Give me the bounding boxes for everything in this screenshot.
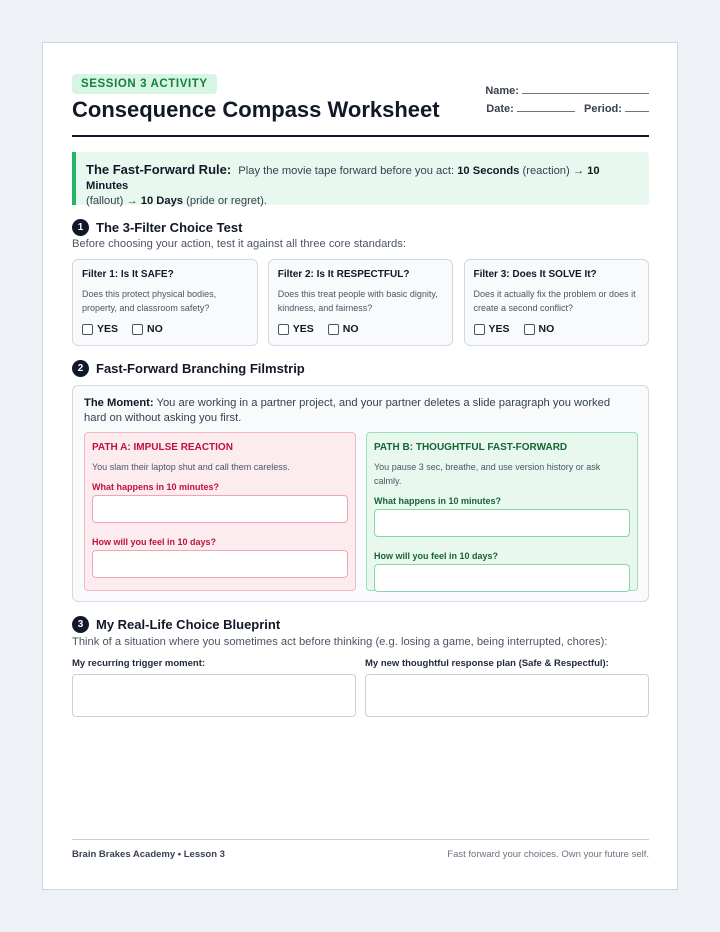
filter-title: Filter 3: Does It SOLVE It? — [473, 269, 597, 280]
filter-card-solve — [464, 259, 650, 346]
header-divider — [72, 135, 649, 137]
no-checkbox[interactable] — [524, 324, 535, 335]
section-number: 3 — [72, 616, 89, 633]
name-label: Name: — [485, 85, 519, 97]
period-field[interactable] — [625, 101, 649, 112]
worksheet-page — [42, 42, 678, 890]
time-10-seconds: 10 Seconds — [457, 165, 520, 177]
name-field[interactable] — [522, 83, 649, 94]
branching-filmstrip — [72, 385, 649, 602]
answer-10-days-field[interactable] — [92, 550, 348, 578]
no-checkbox[interactable] — [132, 324, 143, 335]
section-2-heading — [72, 360, 305, 377]
trigger-moment-field[interactable] — [72, 674, 356, 717]
answer-10-minutes-field[interactable] — [374, 509, 630, 537]
path-b-card — [366, 432, 638, 591]
section-title: My Real-Life Choice Blueprint — [96, 617, 281, 632]
path-desc: You pause 3 sec, breathe, and use version history or ask calmly. — [374, 462, 601, 486]
section-number: 2 — [72, 360, 89, 377]
answer-10-minutes-field[interactable] — [92, 495, 348, 523]
time-10-minutes: 10 Minutes — [86, 165, 600, 192]
no-label: NO — [538, 323, 555, 335]
question-10-minutes: What happens in 10 minutes? — [374, 496, 502, 506]
filter-title: Filter 2: Is It RESPECTFUL? — [277, 269, 410, 280]
question-10-minutes: What happens in 10 minutes? — [92, 482, 220, 492]
filter-desc: Does this protect physical bodies, property, and classroom safety? — [82, 289, 217, 313]
yes-label: YES — [488, 323, 510, 335]
path-title: PATH B: THOUGHTFUL FAST-FORWARD — [374, 442, 568, 453]
section-3-heading — [72, 616, 280, 633]
fast-forward-text: Play the movie tape forward before you act: — [238, 165, 455, 177]
yes-no-options — [278, 323, 444, 335]
path-title: PATH A: IMPULSE REACTION — [92, 442, 233, 453]
response-plan-field[interactable] — [365, 674, 649, 717]
footer-divider — [72, 839, 649, 840]
date-label: Date: — [486, 102, 514, 115]
fast-forward-rule — [72, 152, 649, 205]
filter-desc: Does this treat people with basic dignity, kindness, and fairness? — [277, 289, 438, 313]
answer-10-days-field[interactable] — [374, 564, 630, 592]
time-note-2: (fallout) → — [86, 195, 138, 207]
session-badge: SESSION 3 ACTIVITY — [72, 74, 217, 94]
no-checkbox[interactable] — [328, 324, 339, 335]
moment-label: The Moment: — [84, 397, 154, 409]
fast-forward-label: The Fast-Forward Rule: — [86, 162, 232, 177]
no-label: NO — [147, 323, 163, 335]
yes-checkbox[interactable] — [278, 324, 289, 335]
period-label: Period: — [584, 102, 622, 115]
time-note-3: (pride or regret). — [186, 195, 267, 207]
section-number: 1 — [72, 219, 89, 236]
yes-checkbox[interactable] — [474, 324, 485, 335]
section-3-subtitle: Think of a situation where you sometimes act before thinking (e.g. losing a game, being interrupted, chores): — [72, 636, 608, 648]
date-field[interactable] — [517, 101, 575, 112]
moment-text: You are working in a partner project, and your partner deletes a slide paragraph you worked hard on without asking you first. — [84, 397, 611, 424]
filter-desc: Does it actually fix the problem or does it create a second conflict? — [473, 289, 636, 313]
path-desc: You slam their laptop shut and call them careless. — [92, 462, 290, 472]
time-note-1: (reaction) → — [522, 165, 585, 177]
student-info — [485, 83, 649, 118]
moment-scenario — [84, 396, 629, 425]
footer-tagline: Fast forward your choices. Own your future self. — [447, 849, 649, 860]
yes-label: YES — [292, 323, 314, 335]
yes-label: YES — [97, 323, 119, 335]
question-10-days: How will you feel in 10 days? — [374, 551, 499, 561]
question-10-days: How will you feel in 10 days? — [92, 537, 217, 547]
section-title: Fast-Forward Branching Filmstrip — [96, 361, 305, 376]
filter-title: Filter 1: Is It SAFE? — [82, 269, 174, 280]
footer-course: Brain Brakes Academy • Lesson 3 — [72, 849, 225, 860]
response-plan-label: My new thoughtful response plan (Safe & Respectful): — [365, 658, 609, 669]
section-title: The 3-Filter Choice Test — [96, 220, 243, 235]
section-1-subtitle: Before choosing your action, test it against all three core standards: — [72, 238, 406, 250]
yes-checkbox[interactable] — [82, 324, 93, 335]
time-10-days: 10 Days — [140, 195, 184, 207]
page-content — [72, 43, 649, 889]
filter-card-safe — [72, 259, 258, 346]
no-label: NO — [342, 323, 359, 335]
filter-cards — [72, 259, 649, 346]
section-1-heading — [72, 219, 242, 236]
yes-no-options — [474, 323, 640, 335]
page-title: Consequence Compass Worksheet — [72, 97, 440, 122]
yes-no-options — [82, 323, 248, 335]
filter-card-respectful — [268, 259, 454, 346]
path-a-card — [84, 432, 356, 591]
trigger-moment-label: My recurring trigger moment: — [72, 658, 206, 669]
